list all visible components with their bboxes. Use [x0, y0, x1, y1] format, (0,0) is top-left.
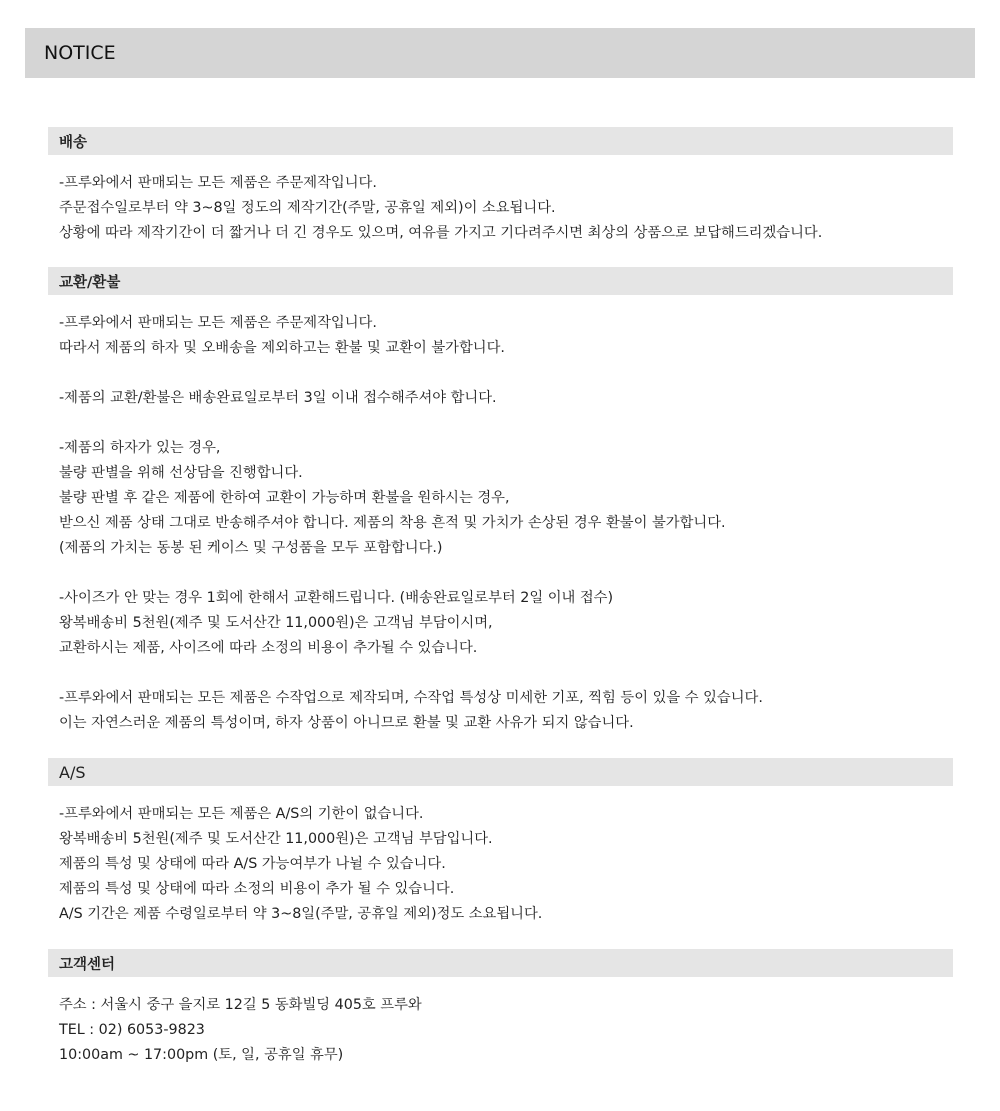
section-title-customer-center: 고객센터 — [48, 949, 953, 977]
section-title-delivery: 배송 — [48, 127, 953, 155]
text-line: 제품의 특성 및 상태에 따라 A/S 가능여부가 나뉠 수 있습니다. — [59, 856, 446, 872]
section-body-exchange — [48, 295, 953, 758]
text-line: 왕복배송비 5천원(제주 및 도서산간 11,000원)은 고객님 부담이시며, — [59, 615, 493, 631]
notice-content — [48, 127, 953, 1097]
text-line: 불량 판별을 위해 선상담을 진행합니다. — [59, 465, 303, 481]
text-line: 받으신 제품 상태 그대로 반송해주셔야 합니다. 제품의 착용 흔적 및 가치가 손상된 경우 환불이 불가합니다. — [59, 515, 726, 531]
text-line: 교환하시는 제품, 사이즈에 따라 소정의 비용이 추가될 수 있습니다. — [59, 640, 478, 656]
text-line: 이는 자연스러운 제품의 특성이며, 하자 상품이 아니므로 환불 및 교환 사유가 되지 않습니다. — [59, 715, 634, 731]
blank-line — [59, 561, 953, 586]
text-line: 왕복배송비 5천원(제주 및 도서산간 11,000원)은 고객님 부담입니다. — [59, 831, 493, 847]
text-line: -사이즈가 안 맞는 경우 1회에 한해서 교환해드립니다. (배송완료일로부터 2일 이내 접수) — [59, 590, 614, 606]
text-line: 10:00am ~ 17:00pm (토, 일, 공휴일 휴무) — [59, 1047, 344, 1063]
blank-line — [59, 411, 953, 436]
section-body-as — [48, 786, 953, 949]
text-line: -프루와에서 판매되는 모든 제품은 주문제작입니다. — [59, 175, 377, 191]
blank-line — [59, 361, 953, 386]
text-line: A/S 기간은 제품 수령일로부터 약 3~8일(주말, 공휴일 제외)정도 소요됩니다. — [59, 906, 543, 922]
text-line: 따라서 제품의 하자 및 오배송을 제외하고는 환불 및 교환이 불가합니다. — [59, 340, 505, 356]
text-line: -프루와에서 판매되는 모든 제품은 주문제작입니다. — [59, 315, 377, 331]
text-line: -제품의 하자가 있는 경우, — [59, 440, 221, 456]
text-line: 주문접수일로부터 약 3~8일 정도의 제작기간(주말, 공휴일 제외)이 소요됩니다. — [59, 200, 556, 216]
section-title-as: A/S — [48, 758, 953, 786]
text-line: -제품의 교환/환불은 배송완료일로부터 3일 이내 접수해주셔야 합니다. — [59, 390, 497, 406]
text-line: (제품의 가치는 동봉 된 케이스 및 구성품을 모두 포함합니다.) — [59, 540, 443, 556]
text-line: -프루와에서 판매되는 모든 제품은 A/S의 기한이 없습니다. — [59, 806, 424, 822]
section-title-exchange: 교환/환불 — [48, 267, 953, 295]
text-line: 불량 판별 후 같은 제품에 한하여 교환이 가능하며 환불을 원하시는 경우, — [59, 490, 510, 506]
text-line: 제품의 특성 및 상태에 따라 소정의 비용이 추가 될 수 있습니다. — [59, 881, 455, 897]
section-customer-center — [48, 949, 953, 1097]
notice-title: NOTICE — [44, 42, 116, 64]
section-delivery — [48, 127, 953, 267]
text-line: 상황에 따라 제작기간이 더 짧거나 더 긴 경우도 있으며, 여유를 가지고 기다려주시면 최상의 상품으로 보답해드리겠습니다. — [59, 225, 823, 241]
section-body-customer-center — [48, 977, 953, 1097]
text-line: TEL : 02) 6053-9823 — [59, 1022, 205, 1038]
notice-header — [25, 28, 975, 78]
section-body-delivery — [48, 155, 953, 267]
text-line: 주소 : 서울시 중구 을지로 12길 5 동화빌딩 405호 프루와 — [59, 997, 422, 1013]
section-as — [48, 758, 953, 949]
blank-line — [59, 661, 953, 686]
text-line: -프루와에서 판매되는 모든 제품은 수작업으로 제작되며, 수작업 특성상 미세한 기포, 찍힘 등이 있을 수 있습니다. — [59, 690, 763, 706]
section-exchange — [48, 267, 953, 758]
